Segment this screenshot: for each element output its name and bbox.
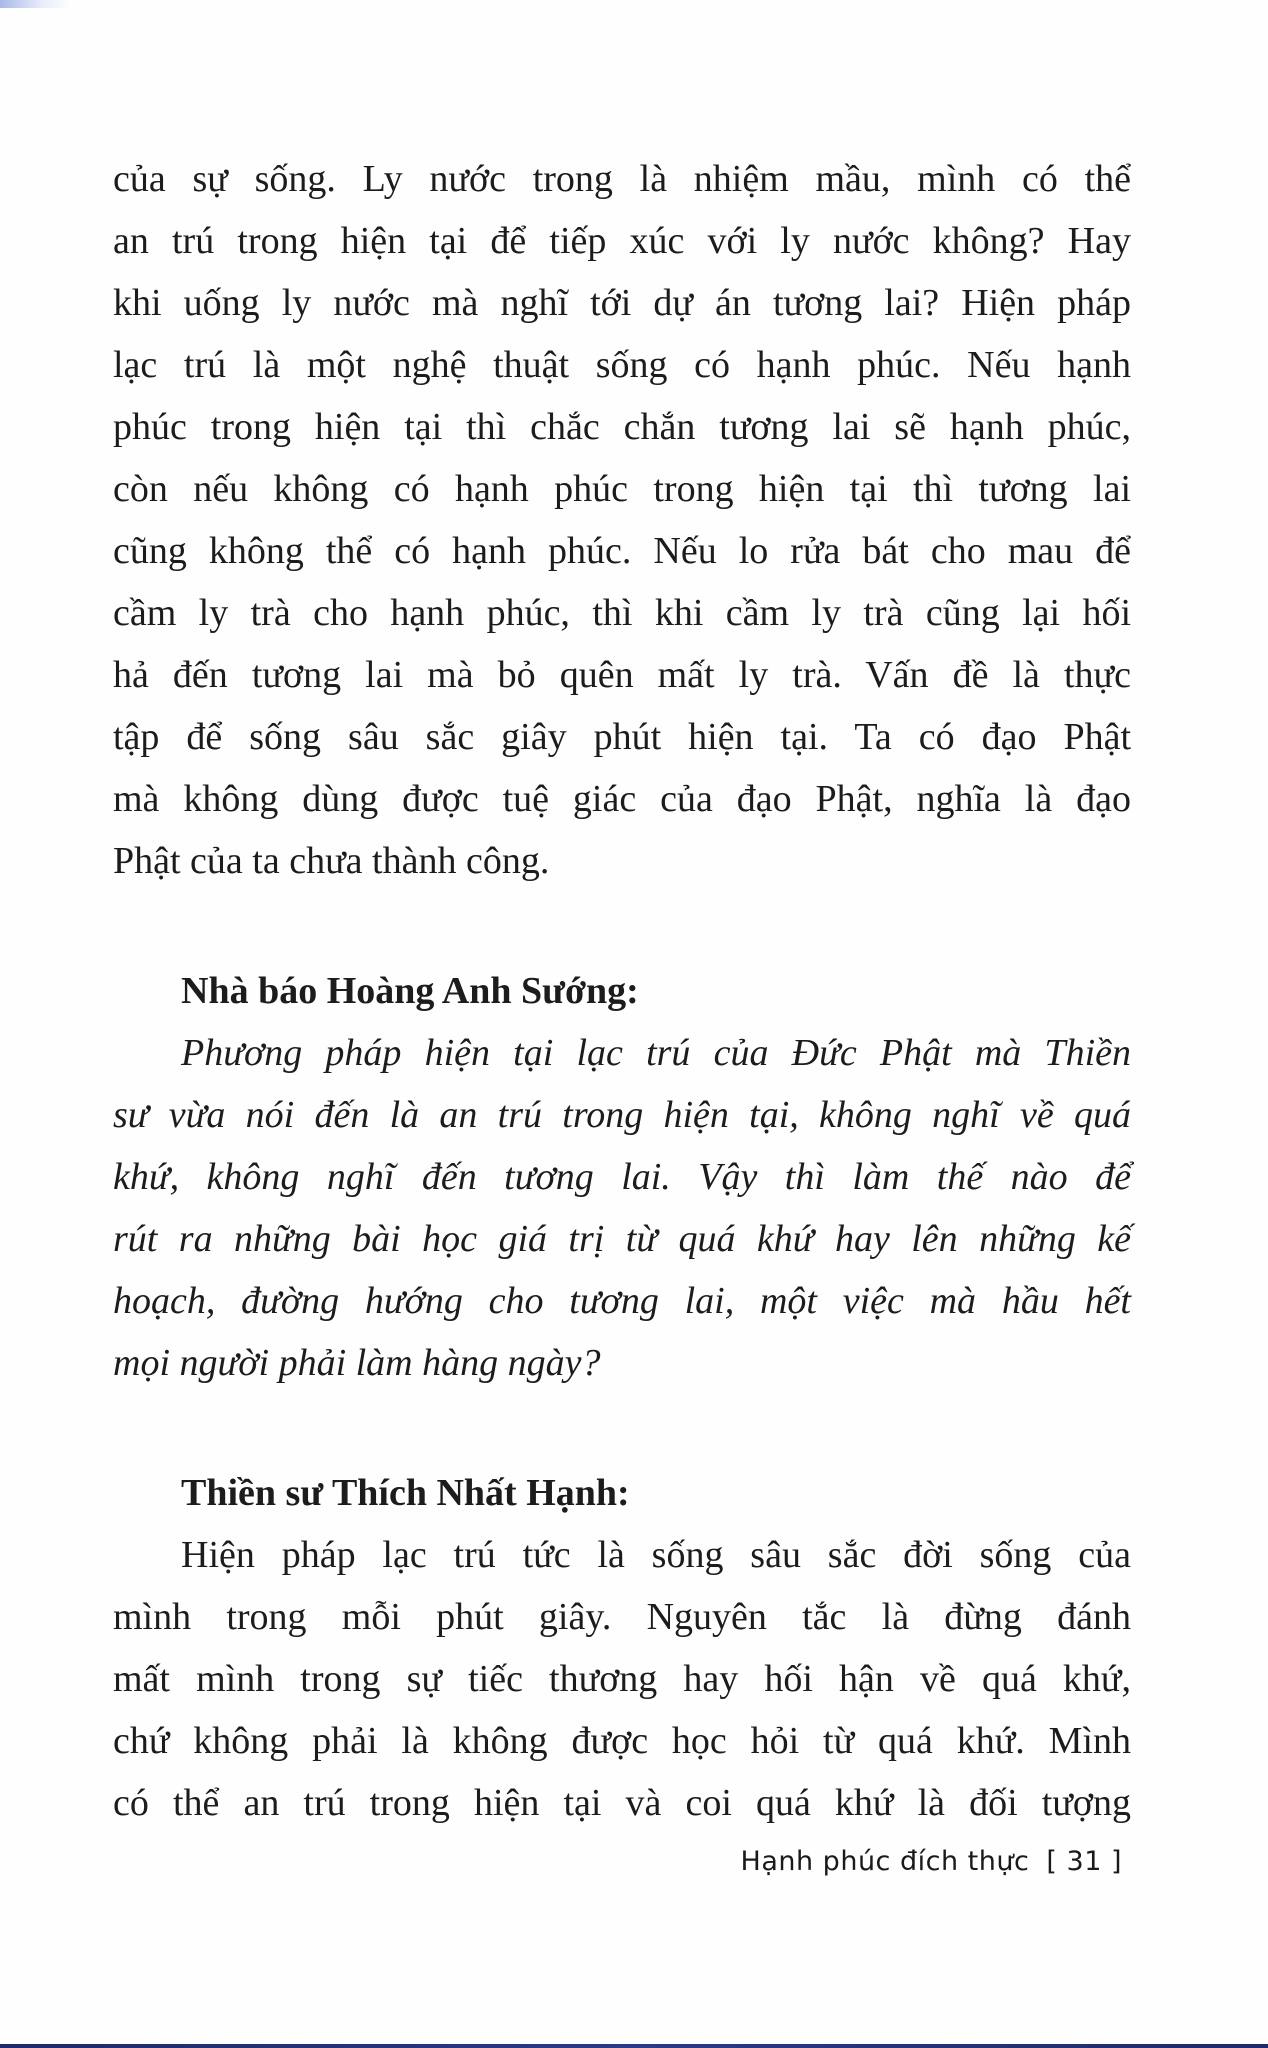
text-line: phúc trong hiện tại thì chắc chắn tương lai sẽ hạnh phúc,: [113, 406, 1131, 448]
text-line: cũng không thể có hạnh phúc. Nếu lo rửa bát cho mau để: [113, 530, 1131, 572]
text-line: khứ, không nghĩ đến tương lai. Vậy thì làm thế nào để: [113, 1156, 1131, 1198]
text-line: Phật của ta chưa thành công.: [113, 840, 550, 882]
text-line: mọi người phải làm hàng ngày?: [113, 1342, 601, 1384]
text-line: Hiện pháp lạc trú tức là sống sâu sắc đời sống của: [181, 1534, 1131, 1576]
scan-bottom-edge: [0, 2044, 1268, 2048]
text-line: hoạch, đường hướng cho tương lai, một việc mà hầu hết: [113, 1280, 1131, 1322]
text-line: cầm ly trà cho hạnh phúc, thì khi cầm ly trà cũng lại hối: [113, 592, 1131, 634]
text-line: sư vừa nói đến là an trú trong hiện tại, không nghĩ về quá: [113, 1094, 1131, 1136]
text-line: chứ không phải là không được học hỏi từ quá khứ. Mình: [113, 1720, 1131, 1762]
text-line: tập để sống sâu sắc giây phút hiện tại. Ta có đạo Phật: [113, 716, 1131, 758]
question-section: [113, 960, 1131, 1394]
text-line: có thể an trú trong hiện tại và coi quá khứ là đối tượng: [113, 1782, 1131, 1824]
book-title: Hạnh phúc đích thực: [740, 1846, 1030, 1877]
text-line: mất mình trong sự tiếc thương hay hối hận về quá khứ,: [113, 1658, 1131, 1700]
question-text: [113, 1022, 1131, 1394]
text-line: hả đến tương lai mà bỏ quên mất ly trà. Vấn đề là thực: [113, 654, 1131, 696]
text-line: mình trong mỗi phút giây. Nguyên tắc là đừng đánh: [113, 1596, 1131, 1638]
page-number: [ 31 ]: [1046, 1846, 1122, 1877]
paragraph-continuation: [113, 148, 1131, 892]
text-line: Phương pháp hiện tại lạc trú của Đức Phật mà Thiền: [181, 1032, 1131, 1074]
text-line: khi uống ly nước mà nghĩ tới dự án tương lai? Hiện pháp: [113, 282, 1131, 324]
scan-corner-tint: [0, 0, 70, 8]
text-line: an trú trong hiện tại để tiếp xúc với ly nước không? Hay: [113, 220, 1131, 262]
answer-text: [113, 1524, 1131, 1834]
text-line: còn nếu không có hạnh phúc trong hiện tại thì tương lai: [113, 468, 1131, 510]
text-line: rút ra những bài học giá trị từ quá khứ hay lên những kế: [113, 1218, 1131, 1260]
text-line: của sự sống. Ly nước trong là nhiệm mầu, mình có thể: [113, 158, 1131, 200]
running-footer: [741, 1846, 1122, 1877]
text-line: mà không dùng được tuệ giác của đạo Phật, nghĩa là đạo: [113, 778, 1131, 820]
answer-section: [113, 1462, 1131, 1834]
speaker-label-journalist: Nhà báo Hoàng Anh Sướng:: [181, 970, 639, 1012]
text-line: lạc trú là một nghệ thuật sống có hạnh phúc. Nếu hạnh: [113, 344, 1131, 386]
speaker-label-zen-master: Thiền sư Thích Nhất Hạnh:: [181, 1472, 630, 1514]
